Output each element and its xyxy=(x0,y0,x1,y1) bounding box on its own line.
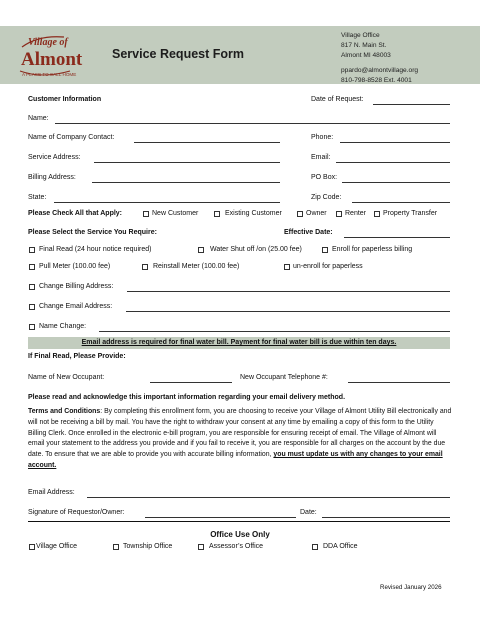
renter-label: Renter xyxy=(345,210,367,217)
enroll-paperless-checkbox[interactable] xyxy=(322,247,328,253)
pull-meter-checkbox[interactable] xyxy=(29,264,35,270)
name-field[interactable] xyxy=(55,123,450,124)
terms-body: : By completing this enrollment form, you are choosing to receive your Village of Almont Utility Bill electronically and will not be receiving a bill by mail. You have the right to withdraw your consent at any time by emailing a copy of this form to the Utility Billing Clerk. Once enrolled in the electronic e-bill program, you are responsible for ensuring receipt of email. The Village of Almont will email your statement to the address you provide and if you fail to receive it, you are responsible for all charges on the account by the due date. To ensure that we are able to provide you with accurate billing information, xyxy=(28,408,452,459)
final-read-heading: If Final Read, Please Provide: xyxy=(28,353,126,360)
office-name: Village Office xyxy=(341,32,380,39)
company-contact-label: Name of Company Contact: xyxy=(28,134,115,141)
zip-code-field[interactable] xyxy=(352,202,450,203)
new-customer-checkbox[interactable] xyxy=(143,211,149,217)
billing-address-label: Billing Address: xyxy=(28,174,76,181)
date-of-request-field[interactable] xyxy=(373,104,450,105)
terms-lead: Terms and Conditions xyxy=(28,408,101,415)
state-label: State: xyxy=(28,194,47,201)
village-office-checkbox[interactable] xyxy=(29,544,35,550)
office-street: 817 N. Main St. xyxy=(341,42,387,50)
change-email-label: Change Email Address: xyxy=(39,303,113,310)
name-change-field[interactable] xyxy=(99,331,450,332)
water-shutoff-checkbox[interactable] xyxy=(198,247,204,253)
email-label: Email: xyxy=(311,154,331,161)
change-email-checkbox[interactable] xyxy=(29,304,35,310)
change-email-field[interactable] xyxy=(126,311,450,312)
water-shutoff-label: Water Shut off /on (25.00 fee) xyxy=(210,246,302,253)
office-use-heading: Office Use Only xyxy=(210,530,270,539)
new-occupant-phone-field[interactable] xyxy=(348,382,450,383)
logo-text-main: Almont xyxy=(21,49,83,70)
customer-info-heading: Customer Information xyxy=(28,96,102,103)
name-label: Name: xyxy=(28,115,49,122)
new-occupant-field[interactable] xyxy=(150,382,232,383)
revised-footer: Revised January 2026 xyxy=(380,584,442,591)
enroll-paperless-label: Enroll for paperless billing xyxy=(332,246,413,253)
email-address-field[interactable] xyxy=(87,497,450,498)
assessors-office-label: Assessor’s Office xyxy=(209,543,264,550)
pull-meter-label: Pull Meter (100.00 fee) xyxy=(39,263,111,270)
date-of-request-label: Date of Request: xyxy=(311,96,364,103)
billing-address-field[interactable] xyxy=(92,182,280,183)
office-contact-block xyxy=(341,31,418,86)
name-change-label: Name Change: xyxy=(39,323,87,330)
signature-field[interactable] xyxy=(145,517,296,518)
phone-label: Phone: xyxy=(311,134,334,141)
page-title: Service Request Form xyxy=(112,47,244,61)
owner-checkbox[interactable] xyxy=(297,211,303,217)
office-city: Almont MI 48003 xyxy=(341,52,391,60)
existing-customer-checkbox[interactable] xyxy=(214,211,220,217)
new-occupant-label: Name of New Occupant: xyxy=(28,374,105,381)
renter-checkbox[interactable] xyxy=(336,211,342,217)
reinstall-meter-checkbox[interactable] xyxy=(142,264,148,270)
zip-code-label: Zip Code: xyxy=(311,194,342,201)
signature-date-label: Date: xyxy=(300,509,317,516)
po-box-label: PO Box: xyxy=(311,174,338,181)
change-billing-label: Change Billing Address: xyxy=(39,283,114,290)
final-read-label: Final Read (24 hour notice required) xyxy=(39,246,152,253)
township-office-label: Township Office xyxy=(123,543,173,550)
township-office-checkbox[interactable] xyxy=(113,544,119,550)
office-phone: 810-798-8528 Ext. 4001 xyxy=(341,76,412,84)
new-occupant-phone-label: New Occupant Telephone #: xyxy=(240,374,328,381)
divider xyxy=(28,521,450,522)
unenroll-paperless-checkbox[interactable] xyxy=(284,264,290,270)
logo-text-top: Village of xyxy=(28,37,68,48)
existing-customer-label: Existing Customer xyxy=(225,210,282,217)
property-transfer-label: Property Transfer xyxy=(383,210,438,217)
change-billing-field[interactable] xyxy=(127,291,450,292)
village-office-label: Village Office xyxy=(36,543,77,550)
effective-date-label: Effective Date: xyxy=(284,229,333,236)
unenroll-paperless-label: un-enroll for paperless xyxy=(293,263,363,270)
notice-band xyxy=(28,337,450,349)
name-change-checkbox[interactable] xyxy=(29,324,35,330)
phone-field[interactable] xyxy=(340,142,450,143)
property-transfer-checkbox[interactable] xyxy=(374,211,380,217)
change-billing-checkbox[interactable] xyxy=(29,284,35,290)
notice-text: Email address is required for final water bill. Payment for final water bill is due within ten days. xyxy=(81,339,397,346)
final-read-checkbox[interactable] xyxy=(29,247,35,253)
dda-office-checkbox[interactable] xyxy=(312,544,318,550)
email-address-label: Email Address: xyxy=(28,489,75,496)
assessors-office-checkbox[interactable] xyxy=(198,544,204,550)
effective-date-field[interactable] xyxy=(344,237,450,238)
signature-label: Signature of Requestor/Owner: xyxy=(28,509,125,516)
signature-date-field[interactable] xyxy=(322,517,450,518)
state-field[interactable] xyxy=(54,202,280,203)
po-box-field[interactable] xyxy=(342,182,450,183)
service-address-label: Service Address: xyxy=(28,154,81,161)
terms-underlined: you must update us with any changes to your email account. xyxy=(28,451,443,469)
email-field[interactable] xyxy=(336,162,450,163)
new-customer-label: New Customer xyxy=(152,210,199,217)
terms-paragraph xyxy=(28,407,452,472)
office-email: ppardo@almontvillage.org xyxy=(341,66,419,74)
owner-label: Owner xyxy=(306,210,327,217)
terms-heading: Please read and acknowledge this important information regarding your email delivery method. xyxy=(28,394,346,401)
service-address-field[interactable] xyxy=(94,162,280,163)
village-logo xyxy=(18,27,90,83)
check-all-label: Please Check All that Apply: xyxy=(28,210,123,217)
company-contact-field[interactable] xyxy=(134,142,280,143)
logo-tagline: A PLACE TO CALL HOME xyxy=(22,72,77,77)
dda-office-label: DDA Office xyxy=(323,543,358,550)
reinstall-meter-label: Reinstall Meter (100.00 fee) xyxy=(153,263,240,270)
service-select-label: Please Select the Service You Require: xyxy=(28,229,157,236)
